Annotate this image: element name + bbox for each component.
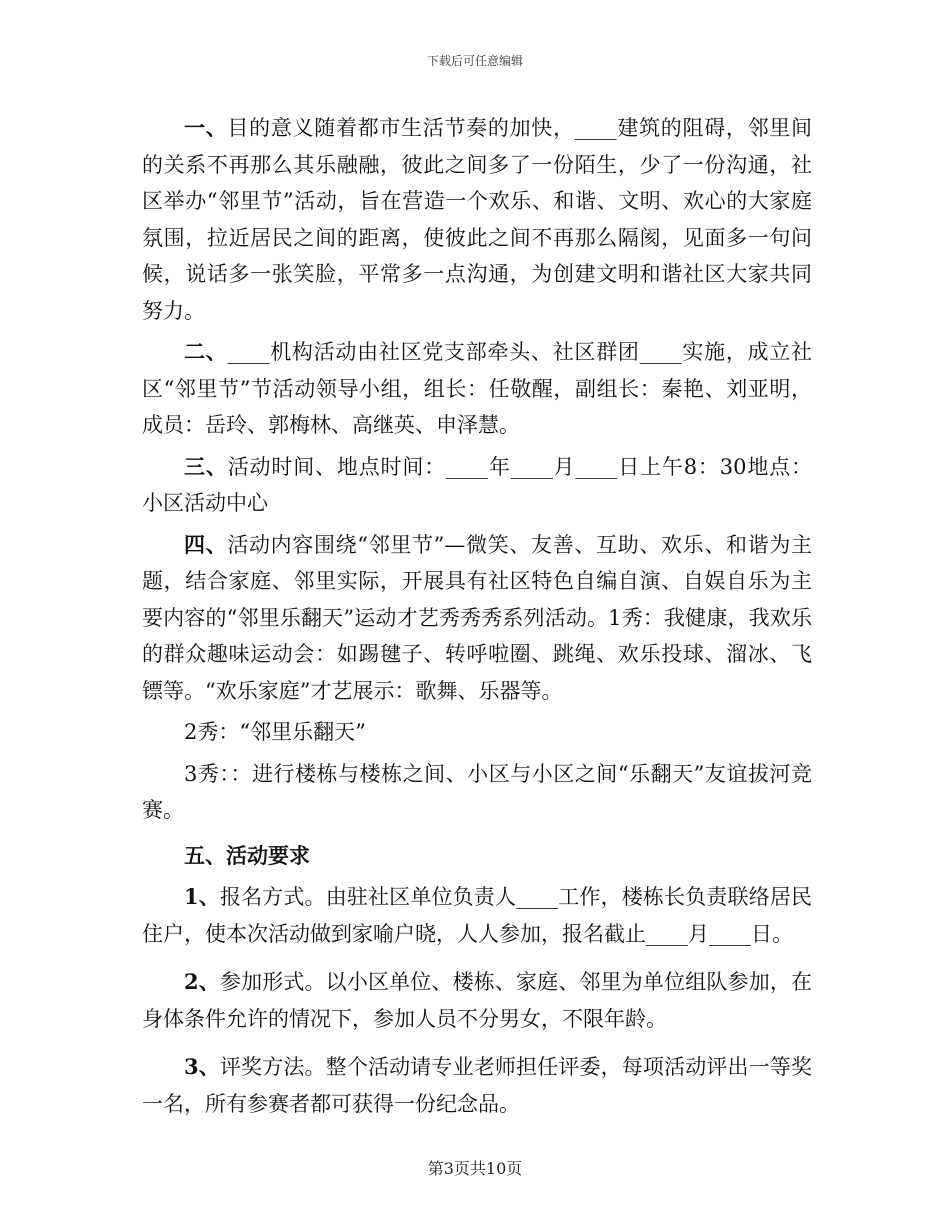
show-3-text: 3秀：：进行楼栋与楼栋之间、小区与小区之间“乐翻天”友谊拔河竞赛。	[142, 761, 812, 822]
section-content-text: 活动内容围绕“邻里节”—微笑、友善、互助、欢乐、和谐为主题，结合家庭、邻里实际，开展具有社区特色自编自演、自娱自乐为主要内容的“邻里乐翻天”运动才艺秀秀秀系列活动。1秀：我健康，我欢乐的群众趣味运动会：如踢毽子、转呼啦圈、跳绳、欢乐投球、溜冰、飞镖等。“欢乐家庭”才艺展示：歌舞、乐器等。	[142, 532, 812, 703]
section-time-place-number: 三、	[184, 453, 228, 479]
requirement-awards-number: 3、	[184, 1054, 220, 1079]
document-body	[142, 110, 812, 1122]
section-requirements-heading	[142, 838, 812, 875]
requirement-registration-number: 1、	[184, 884, 220, 909]
section-organization-number: 二、	[184, 339, 228, 364]
section-purpose-text: 目的意义随着都市生活节奏的加快，____建筑的阻碍，邻里间的关系不再那么其乐融融，彼此之间多了一份陌生，少了一份沟通，社区举办“邻里节”活动，旨在营造一个欢乐、和谐、文明、欢心的大家庭氛围，拉近居民之间的距离，使彼此之间不再那么隔阂，见面多一句问候，说话多一张笑脸，平常多一点沟通，为创建文明和谐社区大家共同努力。	[142, 116, 813, 323]
section-purpose	[142, 110, 812, 329]
show-3-paragraph	[142, 756, 812, 829]
section-time-place	[142, 449, 812, 522]
section-organization-text: ____机构活动由社区党支部牵头、社区群团____实施，成立社区“邻里节”节活动领导小组，组长：任敬醒，副组长：秦艳、刘亚明，成员：岳玲、郭梅林、高继英、申泽慧。	[142, 340, 813, 437]
requirement-registration	[142, 879, 812, 952]
requirement-awards-text: 评奖方法。整个活动请专业老师担任评委，每项活动评出一等奖一名，所有参赛者都可获得一份纪念品。	[142, 1055, 812, 1116]
requirement-participation-number: 2、	[184, 969, 220, 994]
section-organization	[142, 334, 812, 444]
requirement-participation-text: 参加形式。以小区单位、楼栋、家庭、邻里为单位组队参加，在身体条件允许的情况下，参加人员不分男女，不限年龄。	[142, 970, 812, 1031]
page-header: 下载后可任意编辑	[426, 54, 523, 68]
section-purpose-number: 一、	[184, 115, 228, 140]
section-time-place-text: 活动时间、地点时间：____年____月____日上午8：30地点：小区活动中心	[142, 454, 813, 515]
page-footer: 第3页共10页	[427, 1159, 523, 1178]
section-content-number: 四、	[184, 531, 228, 557]
show-2-paragraph	[142, 714, 812, 751]
section-requirements-title: 五、活动要求	[184, 842, 310, 868]
section-content	[142, 527, 812, 710]
show-2-text: 2秀：“邻里乐翻天”	[184, 720, 366, 744]
requirement-participation	[142, 964, 812, 1037]
requirement-registration-text: 报名方式。由驻社区单位负责人____工作，楼栋长负责联络居民住户，使本次活动做到家喻户晓，人人参加，报名截止____月____日。	[142, 885, 812, 946]
requirement-awards	[142, 1049, 812, 1122]
